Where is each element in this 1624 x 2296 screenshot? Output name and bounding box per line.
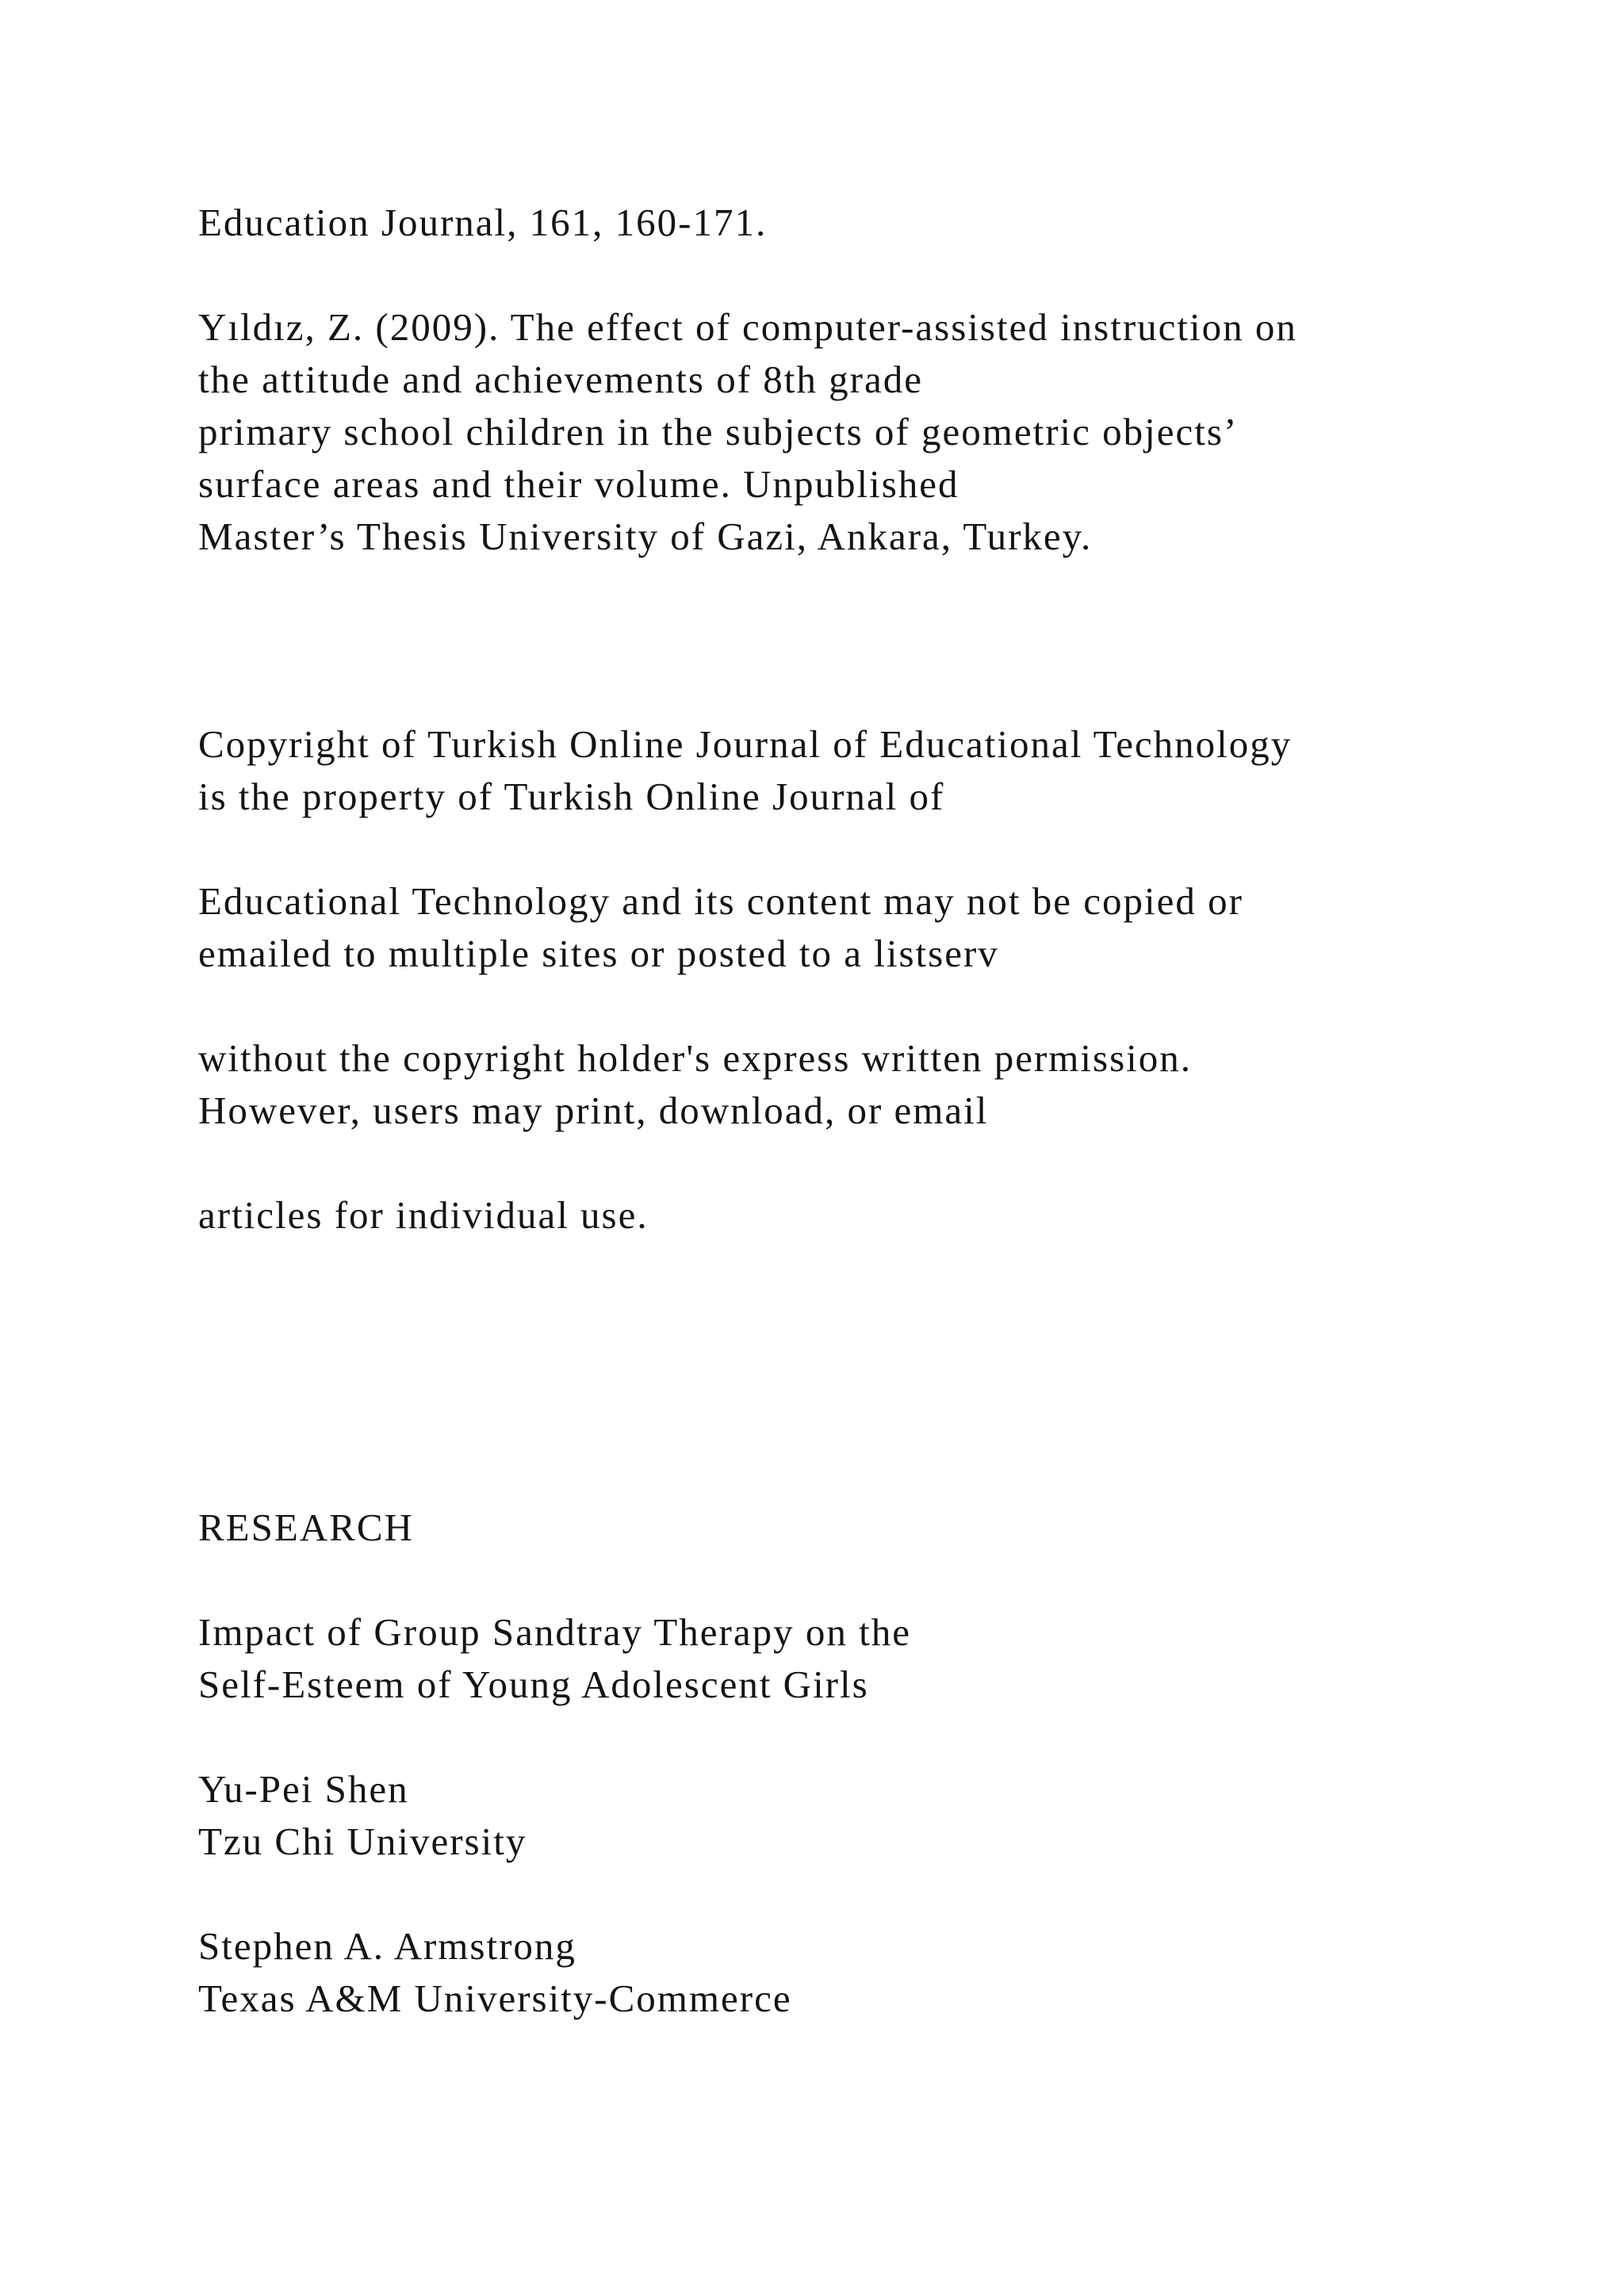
author-2-affiliation: Texas A&M University-Commerce	[198, 1976, 792, 2020]
reference-yildiz-line-3: primary school children in the subjects of geometric objects’	[198, 410, 1239, 453]
copyright-line-1: Copyright of Turkish Online Journal of Educational Technology	[198, 722, 1293, 766]
copyright-line-2: is the property of Turkish Online Journal of	[198, 775, 945, 818]
author-1-affiliation: Tzu Chi University	[198, 1820, 527, 1863]
copyright-line-7: articles for individual use.	[198, 1193, 649, 1237]
section-label: RESEARCH	[198, 1506, 414, 1549]
reference-yildiz-line-1: Yıldız, Z. (2009). The effect of computer-assisted instruction on	[198, 305, 1297, 349]
reference-yildiz-line-5: Master’s Thesis University of Gazi, Ankara, Turkey.	[198, 515, 1093, 558]
reference-yildiz-line-4: surface areas and their volume. Unpublished	[198, 462, 959, 506]
copyright-line-6: However, users may print, download, or email	[198, 1089, 989, 1132]
author-2-name: Stephen A. Armstrong	[198, 1924, 576, 1968]
article-title-line-1: Impact of Group Sandtray Therapy on the	[198, 1610, 911, 1654]
copyright-line-5: without the copyright holder's express written permission.	[198, 1036, 1193, 1080]
reference-yildiz-line-2: the attitude and achievements of 8th grade	[198, 358, 923, 401]
author-1-name: Yu-Pei Shen	[198, 1767, 409, 1811]
article-title-line-2: Self-Esteem of Young Adolescent Girls	[198, 1663, 869, 1706]
copyright-line-3: Educational Technology and its content may not be copied or	[198, 879, 1243, 923]
reference-tail-line: Education Journal, 161, 160-171.	[198, 201, 768, 244]
copyright-line-4: emailed to multiple sites or posted to a listserv	[198, 932, 999, 975]
